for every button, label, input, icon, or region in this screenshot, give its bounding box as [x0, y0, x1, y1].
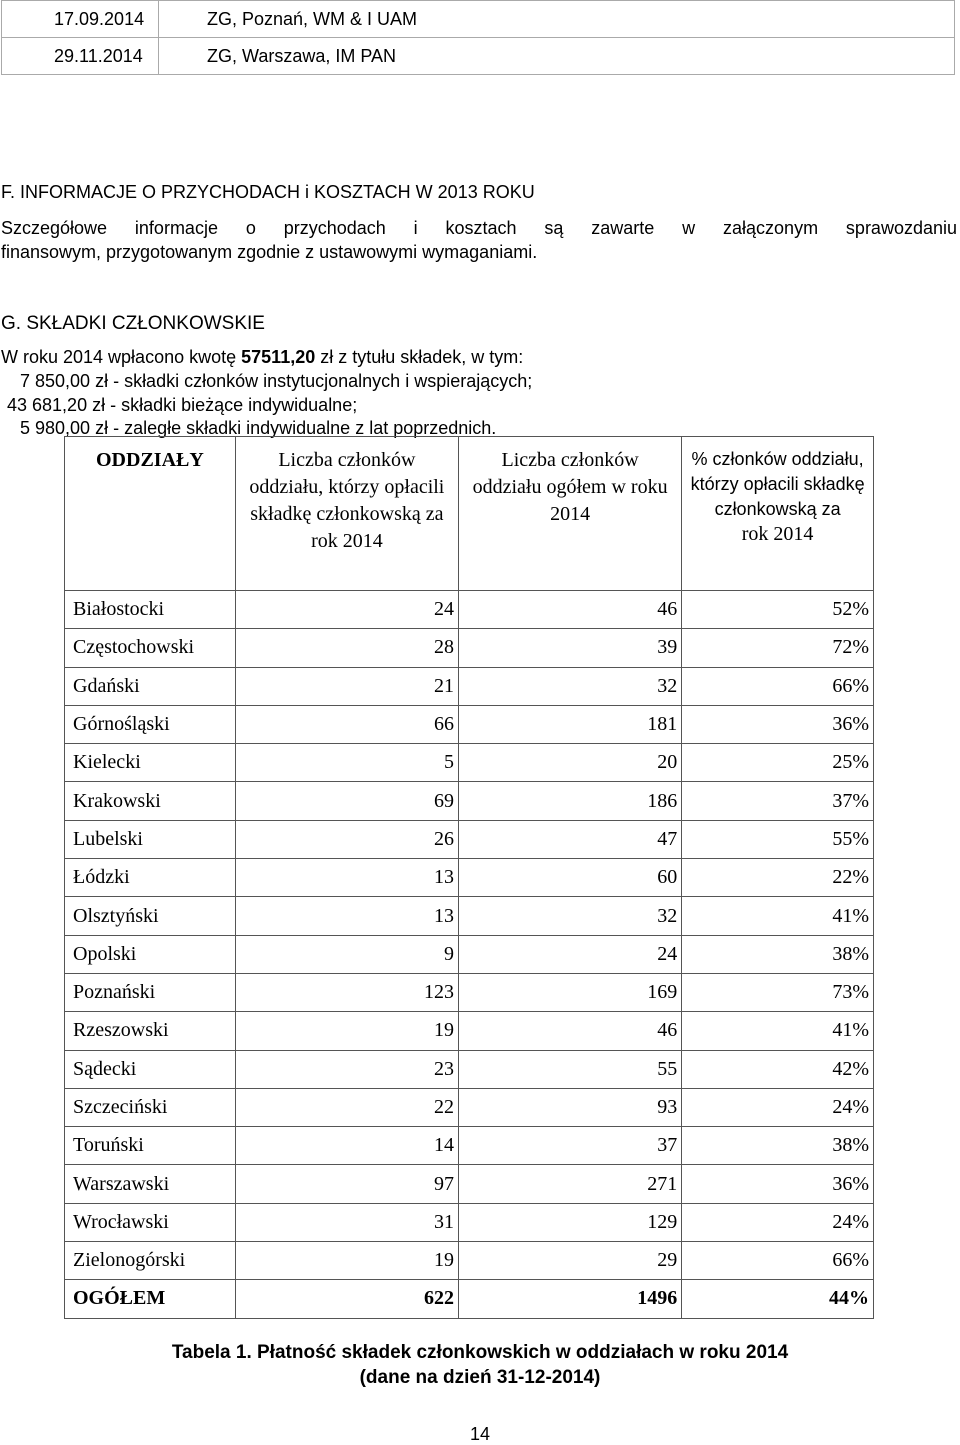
table-row [65, 744, 874, 782]
percent-cell: 73% [682, 973, 874, 1011]
total-count-cell: 37 [459, 1127, 682, 1165]
branch-name-cell: Toruński [65, 1127, 236, 1165]
branch-name-cell: Gdański [65, 667, 236, 705]
intro-amount: 57511,20 [241, 347, 316, 367]
branch-name-cell: Olsztyński [65, 897, 236, 935]
branch-name-cell: Krakowski [65, 782, 236, 820]
total-count-cell: 47 [459, 820, 682, 858]
event-place: ZG, Poznań, WM & I UAM [159, 1, 955, 38]
branch-name-cell: Częstochowski [65, 629, 236, 667]
branch-name-cell: Łódzki [65, 859, 236, 897]
total-count-cell: 1496 [459, 1280, 682, 1318]
total-count-cell: 24 [459, 935, 682, 973]
table-row [65, 1203, 874, 1241]
percent-cell: 66% [682, 1242, 874, 1280]
total-count-cell: 46 [459, 591, 682, 629]
paid-count-cell: 31 [235, 1203, 458, 1241]
header-percent-main: % członków oddziału, którzy opłacili składkę członkowską za [690, 449, 865, 519]
percent-cell: 72% [682, 629, 874, 667]
paid-count-cell: 19 [235, 1012, 458, 1050]
table-caption [0, 1340, 960, 1390]
percent-cell: 22% [682, 859, 874, 897]
caption-line-2: (dane na dzień 31-12-2014) [359, 1367, 601, 1388]
branch-name-cell: OGÓŁEM [65, 1280, 236, 1318]
table-row [65, 1242, 874, 1280]
table-row [65, 1165, 874, 1203]
table-row [65, 859, 874, 897]
table-row [65, 973, 874, 1011]
branch-name-cell: Sądecki [65, 1050, 236, 1088]
table-row [65, 897, 874, 935]
branch-name-cell: Lubelski [65, 820, 236, 858]
table-total-row [65, 1280, 874, 1318]
table-row [65, 591, 874, 629]
page-number: 14 [469, 1424, 491, 1444]
header-branch: ODDZIAŁY [65, 437, 236, 591]
total-count-cell: 181 [459, 705, 682, 743]
table-row [65, 667, 874, 705]
paid-count-cell: 13 [235, 897, 458, 935]
header-paid: Liczba członków oddziału, którzy opłacili składkę członkowską za rok 2014 [235, 437, 458, 591]
total-count-cell: 271 [459, 1165, 682, 1203]
branch-name-cell: Poznański [65, 973, 236, 1011]
section-f-title: F. INFORMACJE O PRZYCHODACH i KOSZTACH W 2013 ROKU [1, 182, 535, 202]
percent-cell: 24% [682, 1203, 874, 1241]
branch-name-cell: Białostocki [65, 591, 236, 629]
header-percent-tail: rok 2014 [741, 523, 814, 545]
section-f-line-1: Szczegółowe informacje o przychodach i kosztach są zawarte w załączonym sprawozdaniu [1, 218, 957, 238]
branch-name-cell: Rzeszowski [65, 1012, 236, 1050]
intro-after: zł z tytułu składek, w tym: [315, 347, 524, 367]
total-count-cell: 93 [459, 1088, 682, 1126]
branch-name-cell: Zielonogórski [65, 1242, 236, 1280]
table-row [65, 935, 874, 973]
branch-name-cell: Szczeciński [65, 1088, 236, 1126]
event-row [2, 1, 955, 38]
total-count-cell: 29 [459, 1242, 682, 1280]
percent-cell: 38% [682, 1127, 874, 1165]
paid-count-cell: 622 [235, 1280, 458, 1318]
percent-cell: 24% [682, 1088, 874, 1126]
percent-cell: 37% [682, 782, 874, 820]
percent-cell: 41% [682, 1012, 874, 1050]
total-count-cell: 129 [459, 1203, 682, 1241]
total-count-cell: 32 [459, 897, 682, 935]
caption-line-1: Tabela 1. Płatność składek członkowskich w oddziałach w roku 2014 [171, 1342, 789, 1363]
percent-cell: 44% [682, 1280, 874, 1318]
paid-count-cell: 23 [235, 1050, 458, 1088]
table-header-row [65, 437, 874, 591]
table-row [65, 1127, 874, 1165]
paid-count-cell: 69 [235, 782, 458, 820]
membership-fees-table [64, 436, 874, 1319]
paid-count-cell: 97 [235, 1165, 458, 1203]
event-row [2, 38, 955, 75]
total-count-cell: 32 [459, 667, 682, 705]
percent-cell: 36% [682, 1165, 874, 1203]
table-row [65, 629, 874, 667]
paid-count-cell: 13 [235, 859, 458, 897]
paid-count-cell: 28 [235, 629, 458, 667]
paid-count-cell: 9 [235, 935, 458, 973]
branch-name-cell: Górnośląski [65, 705, 236, 743]
table-row [65, 782, 874, 820]
paid-count-cell: 26 [235, 820, 458, 858]
table-body [65, 591, 874, 1319]
header-total: Liczba członków oddziału ogółem w roku 2014 [459, 437, 682, 591]
percent-cell: 25% [682, 744, 874, 782]
paid-count-cell: 5 [235, 744, 458, 782]
intro-before: W roku 2014 wpłacono kwotę [1, 347, 242, 367]
percent-cell: 36% [682, 705, 874, 743]
event-date: 29.11.2014 [2, 38, 159, 75]
percent-cell: 38% [682, 935, 874, 973]
branch-name-cell: Kielecki [65, 744, 236, 782]
branch-name-cell: Opolski [65, 935, 236, 973]
section-g-title: G. SKŁADKI CZŁONKOWSKIE [1, 313, 265, 334]
events-table [1, 0, 955, 75]
event-date: 17.09.2014 [2, 1, 159, 38]
paid-count-cell: 66 [235, 705, 458, 743]
paid-count-cell: 123 [235, 973, 458, 1011]
total-count-cell: 20 [459, 744, 682, 782]
total-count-cell: 39 [459, 629, 682, 667]
fee-item: 5 980,00 zł - zaległe składki indywidualne z lat poprzednich. [20, 418, 497, 438]
percent-cell: 52% [682, 591, 874, 629]
fee-item: 7 850,00 zł - składki członków instytucjonalnych i wspierających; [20, 371, 533, 391]
section-f-line-2: finansowym, przygotowanym zgodnie z ustawowymi wymaganiami. [1, 242, 538, 262]
paid-count-cell: 19 [235, 1242, 458, 1280]
paid-count-cell: 14 [235, 1127, 458, 1165]
table-row [65, 820, 874, 858]
table-row [65, 705, 874, 743]
branch-name-cell: Warszawski [65, 1165, 236, 1203]
table-row [65, 1088, 874, 1126]
total-count-cell: 46 [459, 1012, 682, 1050]
percent-cell: 41% [682, 897, 874, 935]
fee-item: 43 681,20 zł - składki bieżące indywidualne; [7, 395, 358, 415]
section-g-intro [1, 347, 957, 368]
percent-cell: 55% [682, 820, 874, 858]
total-count-cell: 169 [459, 973, 682, 1011]
total-count-cell: 186 [459, 782, 682, 820]
branch-name-cell: Wrocławski [65, 1203, 236, 1241]
total-count-cell: 55 [459, 1050, 682, 1088]
paid-count-cell: 21 [235, 667, 458, 705]
table-row [65, 1050, 874, 1088]
paid-count-cell: 24 [235, 591, 458, 629]
table-row [65, 1012, 874, 1050]
total-count-cell: 60 [459, 859, 682, 897]
paid-count-cell: 22 [235, 1088, 458, 1126]
header-percent [682, 437, 874, 591]
event-place: ZG, Warszawa, IM PAN [159, 38, 955, 75]
percent-cell: 66% [682, 667, 874, 705]
percent-cell: 42% [682, 1050, 874, 1088]
